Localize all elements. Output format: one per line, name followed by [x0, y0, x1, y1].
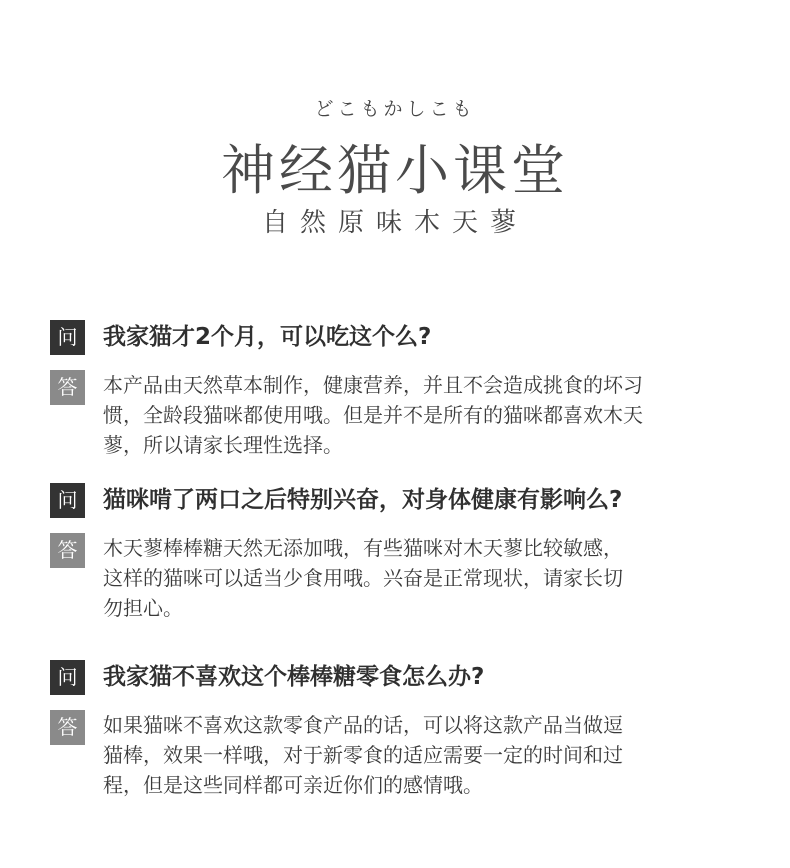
answer-line: 这样的猫咪可以适当少食用哦。兴奋是正常现状，请家长切: [103, 566, 623, 590]
faq-item-3: [50, 660, 770, 797]
question-badge: 问: [50, 660, 85, 695]
header-kana: どこもかしこも: [314, 98, 476, 120]
question-badge: 问: [50, 320, 85, 355]
question-text: 我家猫不喜欢这个棒棒糖零食怎么办?: [103, 664, 485, 690]
answer-badge: 答: [50, 370, 85, 405]
answer-line: 本产品由天然草本制作，健康营养，并且不会造成挑食的坏习: [103, 373, 643, 397]
answer-line: 惯，全龄段猫咪都使用哦。但是并不是所有的猫咪都喜欢木天: [103, 403, 643, 427]
question-badge: 问: [50, 483, 85, 518]
answer-badge: 答: [50, 710, 85, 745]
answer-text: [103, 710, 763, 800]
answer-text: [103, 533, 763, 623]
page-title: 神经猫小课堂: [221, 139, 569, 202]
question-text: 我家猫才2个月，可以吃这个么?: [103, 324, 432, 350]
answer-line: 如果猫咪不喜欢这款零食产品的话，可以将这款产品当做逗: [103, 713, 623, 737]
page-subtitle: 自然原味木天蓼: [261, 208, 528, 238]
answer-badge: 答: [50, 533, 85, 568]
question-row: [50, 483, 770, 517]
answer-line: 蓼，所以请家长理性选择。: [103, 433, 343, 457]
answer-text: [103, 370, 763, 460]
question-text: 猫咪啃了两口之后特别兴奋，对身体健康有影响么?: [103, 487, 623, 513]
faq-item-2: [50, 483, 770, 620]
answer-line: 勿担心。: [103, 596, 183, 620]
answer-line: 猫棒，效果一样哦，对于新零食的适应需要一定的时间和过: [103, 743, 623, 767]
question-row: [50, 660, 770, 694]
question-row: [50, 320, 770, 354]
answer-line: 木天蓼棒棒糖天然无添加哦，有些猫咪对木天蓼比较敏感，: [103, 536, 623, 560]
faq-item-1: [50, 320, 770, 457]
answer-line: 程，但是这些同样都可亲近你们的感情哦。: [103, 773, 483, 797]
